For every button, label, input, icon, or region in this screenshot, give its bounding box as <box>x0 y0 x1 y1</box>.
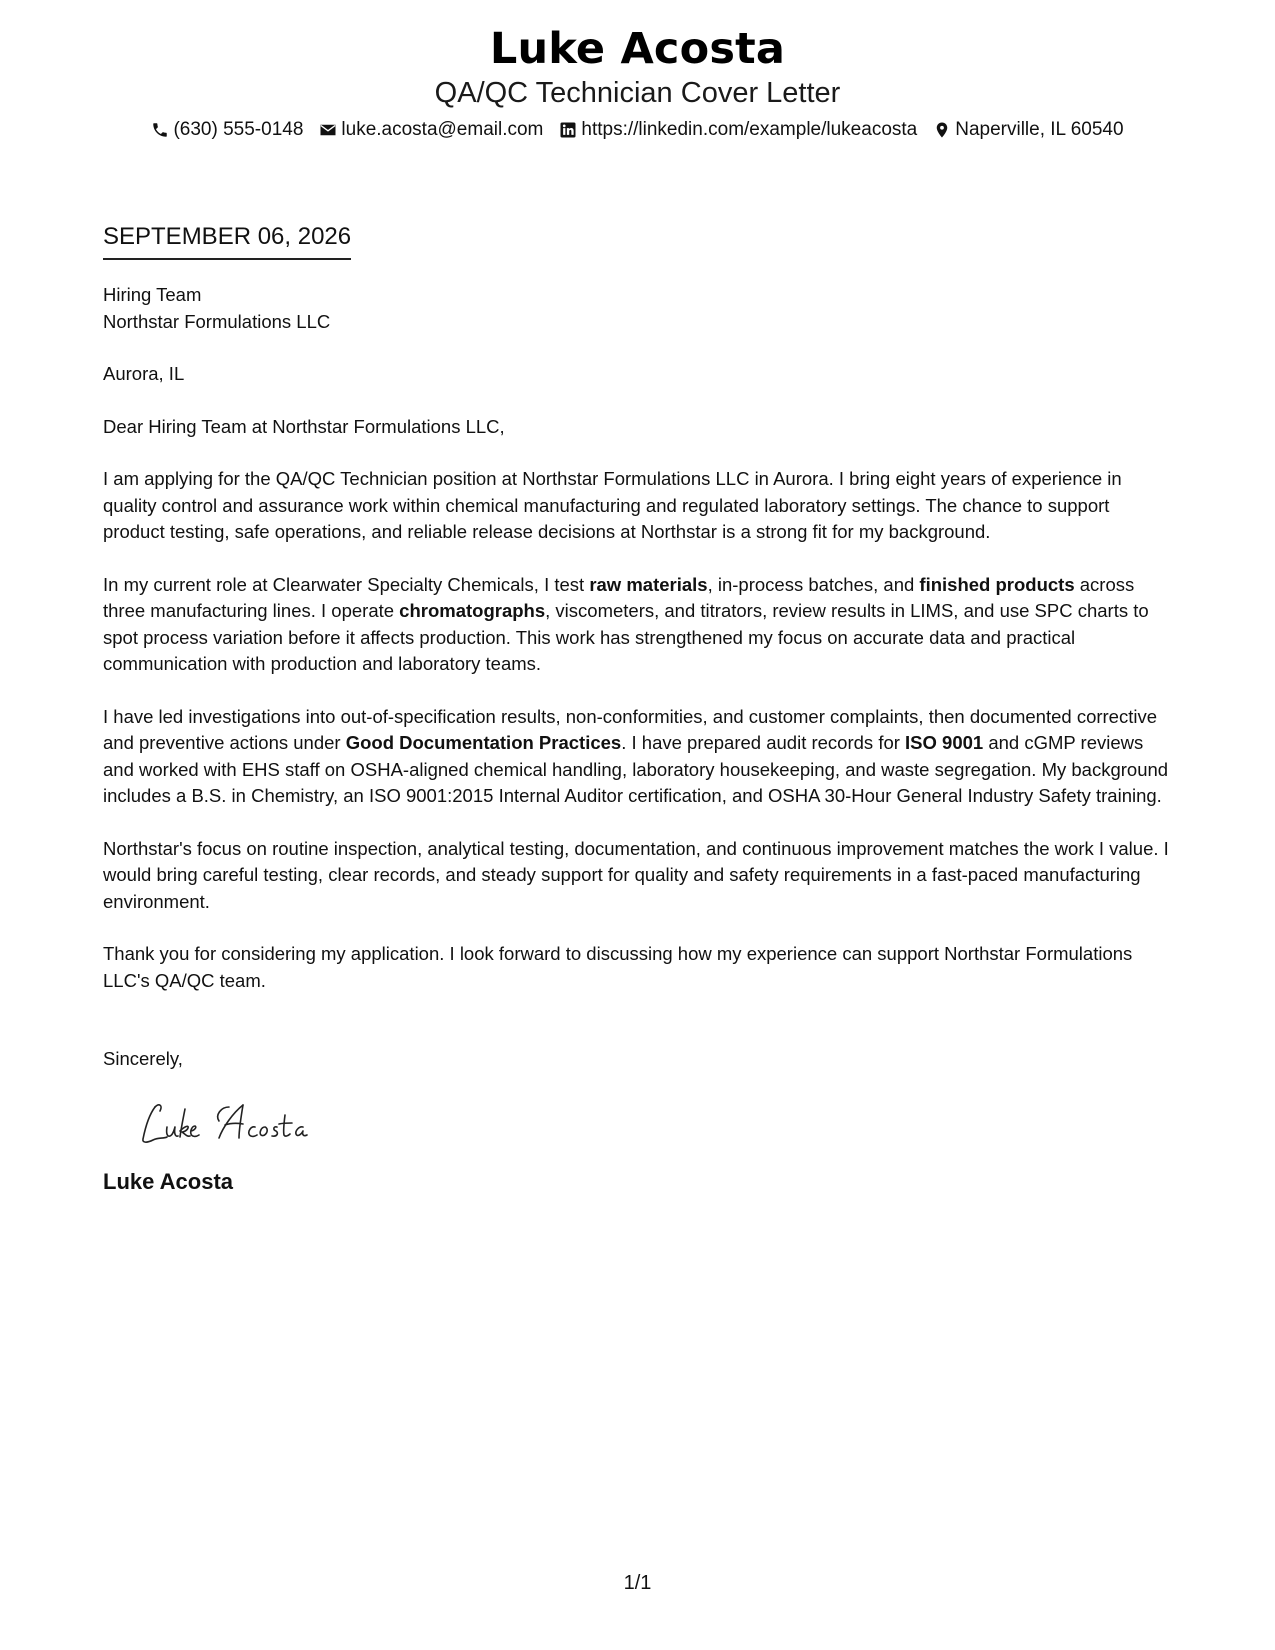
bold-run: raw materials <box>589 573 708 595</box>
bold-run: chromatographs <box>399 600 546 621</box>
closing: Sincerely, <box>103 1048 183 1069</box>
linkedin-icon <box>559 121 577 139</box>
bold-run: finished products <box>919 573 1075 595</box>
phone-icon <box>151 121 169 139</box>
bold-run: ISO 9001 <box>905 732 984 753</box>
recipient-block <box>103 282 1173 335</box>
contact-linkedin[interactable] <box>559 116 917 144</box>
recipient-name: Hiring Team <box>103 284 202 305</box>
paragraph-thanks: Thank you for considering my application. I look forward to discussing how my experience can support Northstar Formulations LLC's QA/QC team. <box>103 943 1133 991</box>
signer-name: Luke Acosta <box>103 1168 234 1194</box>
letter-body <box>103 222 1173 1197</box>
contact-email[interactable] <box>319 116 543 144</box>
envelope-icon <box>319 121 337 139</box>
paragraph-intro: I am applying for the QA/QC Technician position at Northstar Formulations LLC in Aurora. I bring eight years of experience in quality control and assurance work within chemical manufacturing and regulated laboratory settings. The chance to support product testing, safe operations, and reliable release decisions at Northstar is a strong fit for my background. <box>103 468 1122 542</box>
text-run: . I have prepared audit records for <box>621 732 906 753</box>
contact-phone[interactable] <box>151 116 303 144</box>
linkedin-text: https://linkedin.com/example/lukeacosta <box>581 119 918 140</box>
map-pin-icon <box>933 121 951 139</box>
page-number: 1/1 <box>623 1572 652 1594</box>
letter-date: SEPTEMBER 06, 2026 <box>103 222 351 260</box>
applicant-name: Luke Acosta <box>489 24 786 74</box>
document-subtitle: QA/QC Technician Cover Letter <box>434 77 841 109</box>
contact-location <box>933 116 1123 144</box>
text-run: , in-process batches, and <box>707 573 920 595</box>
text-run: I have led investigations into out-of-specification results, non-conformities, and customer complaints, then documented corrective and preventive actions under <box>103 705 1158 753</box>
phone-text: (630) 555-0148 <box>173 119 304 140</box>
letter-header <box>0 22 1275 144</box>
recipient-location: Aurora, IL <box>103 363 185 384</box>
paragraph-experience <box>103 572 1173 678</box>
recipient-company: Northstar Formulations LLC <box>103 310 331 332</box>
text-run: In my current role at Clearwater Specialty Chemicals, I test <box>103 573 590 595</box>
paragraph-qualifications <box>103 704 1173 810</box>
contact-bar <box>0 116 1275 144</box>
greeting: Dear Hiring Team at Northstar Formulations LLC, <box>103 415 505 437</box>
bold-run: Good Documentation Practices <box>345 732 622 753</box>
text-run: and cGMP reviews and worked with EHS staff on OSHA-aligned chemical handling, laboratory housekeeping, and waste segregation. My background includes a B.S. in Chemistry, an ISO 9001:2015 Internal Auditor certification, and OSHA 30-Hour General Industry Safety training. <box>103 732 1169 806</box>
paragraph-fit: Northstar's focus on routine inspection, analytical testing, documentation, and continuous improvement matches the work I value. I would bring careful testing, clear records, and steady support for quality and safety requirements in a fast-paced manufacturing environment. <box>103 837 1169 912</box>
email-text: luke.acosta@email.com <box>341 119 544 140</box>
location-text: Naperville, IL 60540 <box>955 119 1124 140</box>
handwritten-signature <box>133 1093 353 1153</box>
text-run: across three manufacturing lines. I operate <box>103 573 1135 621</box>
text-run: , viscometers, and titrators, review results in LIMS, and use SPC charts to spot process variation before it affects production. This work has strengthened my focus on accurate data and practical communication with production and laboratory teams. <box>103 600 1149 674</box>
